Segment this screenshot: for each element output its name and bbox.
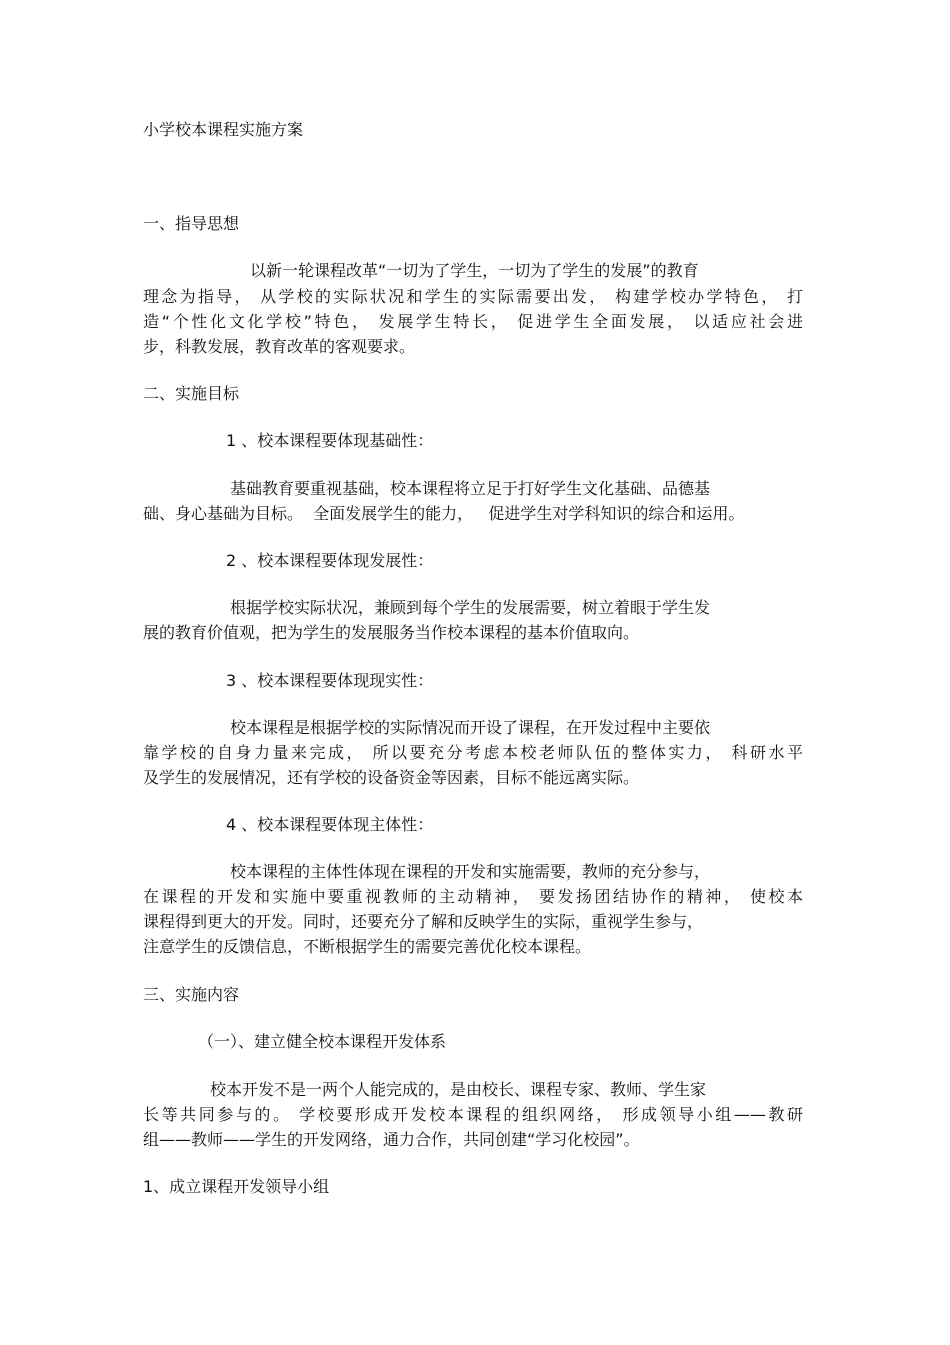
paragraph-line: 造“个性化文化学校”特色， 发展学生特长， 促进学生全面发展， 以适应社会进 (143, 312, 803, 331)
section-heading-3: 三、实施内容 (143, 985, 240, 1004)
list-item-heading: 4 、校本课程要体现主体性： (226, 815, 434, 834)
paragraph-line: 注意学生的反馈信息，不断根据学生的需要完善优化校本课程。 (143, 937, 592, 956)
paragraph-line: 根据学校实际状况，兼顾到每个学生的发展需要，树立着眼于学生发 (230, 598, 711, 617)
paragraph-line: 基础教育要重视基础，校本课程将立足于打好学生文化基础、品德基 (230, 479, 711, 498)
paragraph-line: 靠学校的自身力量来完成， 所以要充分考虑本校老师队伍的整体实力， 科研水平 (143, 743, 803, 762)
paragraph-line: 组——教师——学生的开发网络，通力合作，共同创建“学习化校园”。 (143, 1130, 640, 1149)
paragraph-line: 展的教育价值观，把为学生的发展服务当作校本课程的基本价值取向。 (143, 623, 640, 642)
paragraph-line: 校本课程是根据学校的实际情况而开设了课程，在开发过程中主要依 (230, 718, 711, 737)
paragraph-line: 及学生的发展情况，还有学校的设备资金等因素，目标不能远离实际。 (143, 768, 640, 787)
list-item-heading: 1、成立课程开发领导小组 (143, 1177, 330, 1196)
paragraph-line: 步，科教发展，教育改革的客观要求。 (143, 337, 416, 356)
paragraph-line: 理念为指导， 从学校的实际状况和学生的实际需要出发， 构建学校办学特色， 打 (143, 287, 803, 306)
paragraph-line: 以新一轮课程改革“一切为了学生，一切为了学生的发展”的教育 (250, 261, 699, 280)
paragraph-line: 校本开发不是一两个人能完成的，是由校长、课程专家、教师、学生家 (210, 1080, 707, 1099)
section-heading-2: 二、实施目标 (143, 384, 240, 403)
paragraph-line: 长等共同参与的。 学校要形成开发校本课程的组织网络， 形成领导小组——教研 (143, 1105, 803, 1124)
paragraph-line: 在课程的开发和实施中要重视教师的主动精神， 要发扬团结协作的精神， 使校本 (143, 887, 803, 906)
paragraph-line: 校本课程的主体性体现在课程的开发和实施需要，教师的充分参与， (230, 862, 711, 881)
paragraph-line: 础、身心基础为目标。 全面发展学生的能力， 促进学生对学科知识的综合和运用。 (143, 504, 745, 523)
document-title: 小学校本课程实施方案 (143, 120, 304, 139)
list-item-heading: 3 、校本课程要体现现实性： (226, 671, 434, 690)
paragraph-line: 课程得到更大的开发。同时，还要充分了解和反映学生的实际，重视学生参与， (143, 912, 704, 931)
subsection-heading: （一）、建立健全校本课程开发体系 (198, 1032, 447, 1051)
list-item-heading: 2 、校本课程要体现发展性： (226, 551, 434, 570)
section-heading-1: 一、指导思想 (143, 214, 240, 233)
list-item-heading: 1 、校本课程要体现基础性： (226, 431, 434, 450)
